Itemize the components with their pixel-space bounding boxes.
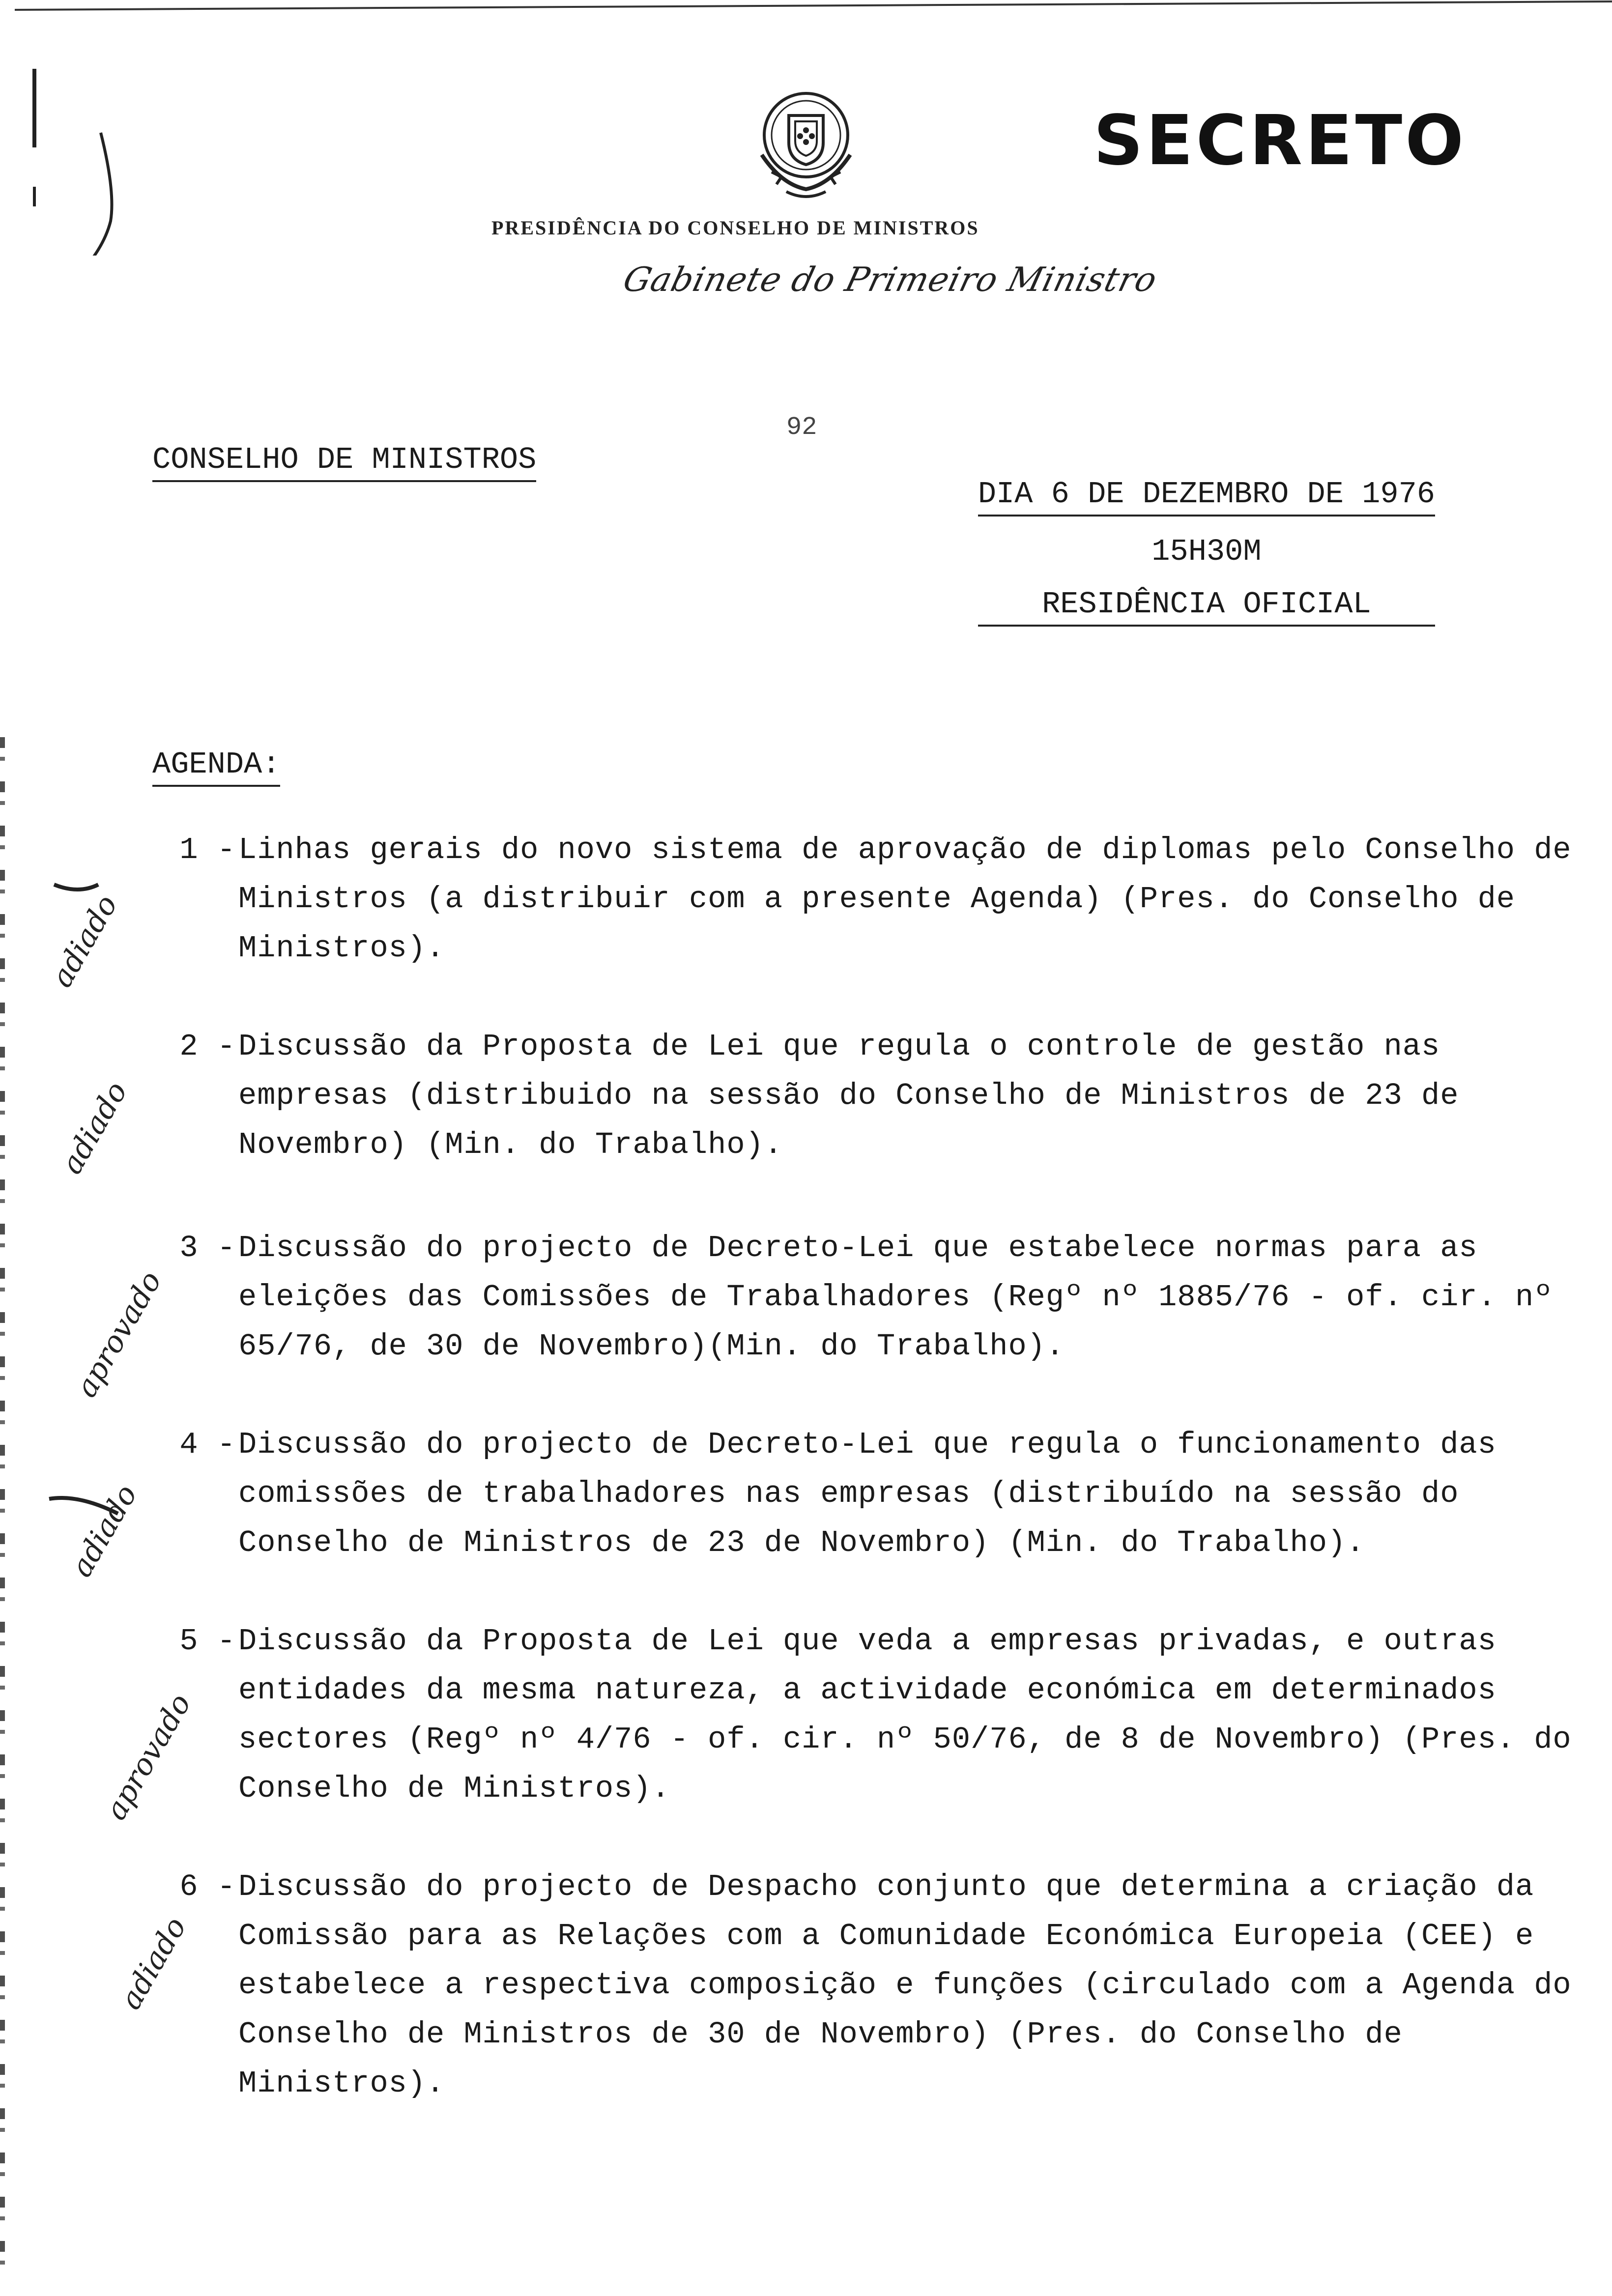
item-number: 2 -: [179, 1029, 236, 1064]
item-text: Discussão do projecto de Decreto-Lei que estabelece normas para as eleições das Comissões de Trabalhadores (Regº nº 1885/76 - of. cir. nº 65/76, de 30 de Novembro)(Min. do Trabalho).: [238, 1231, 1553, 1364]
item-text: Linhas gerais do novo sistema de aprovação de diplomas pelo Conselho de Ministros (a distribuir com a presente Agenda) (Pres. do Conselho de Ministros).: [238, 832, 1572, 966]
dash-mark-4: [44, 1484, 123, 1523]
handwritten-note-6: adiado: [113, 1911, 194, 2015]
item-number: 4 -: [179, 1427, 236, 1462]
item-text: Discussão do projecto de Despacho conjunto que determina a criação da Comissão para as Relações com a Comunidade Económica Europeia (CEE) e estabelece a respectiva composição e funções (circulado com a Agenda do Conselho de Ministros de 30 de Novembro) (Pres. do Conselho de Ministros).: [238, 1869, 1572, 2101]
item-number: 3 -: [179, 1231, 236, 1265]
classification-stamp: SECRETO: [1094, 101, 1467, 181]
binding-edge: [0, 737, 5, 2285]
item-text: Discussão do projecto de Decreto-Lei que regula o funcionamento das comissões de trabalhadores nas empresas (distribuído na sessão do Conselho de Ministros de 23 de Novembro) (Min. do Trabalho).: [238, 1427, 1497, 1560]
handwritten-note-3: aprovado: [69, 1265, 169, 1404]
agenda-heading: AGENDA:: [152, 747, 280, 787]
item-number: 6 -: [179, 1869, 236, 1904]
meeting-date: DIA 6 DE DEZEMBRO DE 1976: [978, 477, 1435, 517]
office-name: Gabinete do Primeiro Ministro: [619, 260, 1161, 299]
item-number: 5 -: [179, 1624, 236, 1659]
institution-name: PRESIDÊNCIA DO CONSELHO DE MINISTROS: [491, 217, 979, 239]
meeting-time: 15H30M: [1151, 534, 1262, 569]
item-text: Discussão da Proposta de Lei que regula o controle de gestão nas empresas (distribuido na sessão do Conselho de Ministros de 23 de Novembro) (Min. do Trabalho).: [238, 1029, 1459, 1162]
dash-mark-1: [49, 831, 108, 899]
handwritten-note-1: adiado: [44, 889, 125, 993]
handwritten-note-4: adiado: [64, 1479, 144, 1583]
meeting-place: RESIDÊNCIA OFICIAL: [978, 587, 1435, 627]
item-number: 1 -: [179, 832, 236, 867]
margin-pen-marks: [20, 59, 138, 256]
page-mark: 92: [786, 413, 817, 442]
top-edge-line: [15, 0, 1612, 11]
item-text: Discussão da Proposta de Lei que veda a empresas privadas, e outras entidades da mesma natureza, a actividade económica em determinados sectores (Regº nº 4/76 - of. cir. nº 50/76, de 8 de Novembro) (Pres. do Conselho de Ministros).: [238, 1624, 1572, 1806]
meeting-body: CONSELHO DE MINISTROS: [152, 442, 536, 482]
coat-of-arms-emblem: [742, 86, 870, 204]
handwritten-note-2: adiado: [54, 1076, 135, 1180]
handwritten-note-5: aprovado: [98, 1688, 198, 1826]
meeting-details: [978, 477, 1435, 644]
